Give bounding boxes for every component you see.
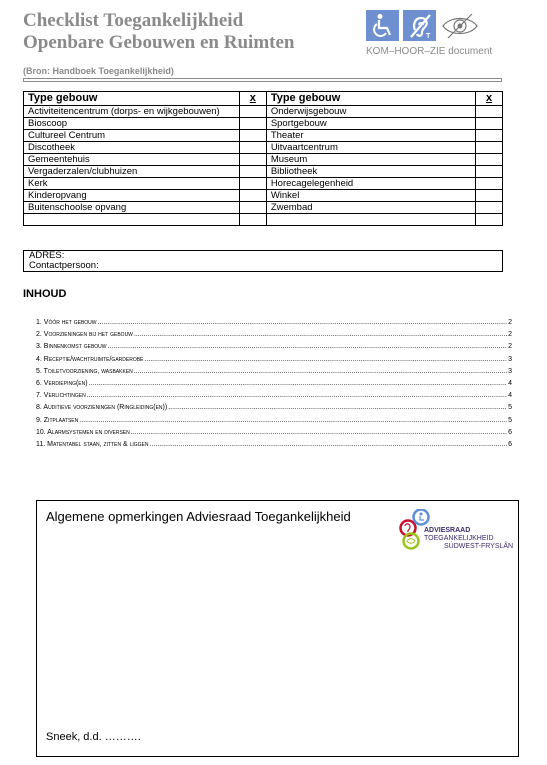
building-type-right: Sportgebouw [266,118,475,130]
title-line-1: Checklist Toegankelijkheid [23,10,244,31]
column-header-check-left: x [239,92,266,106]
column-header-type-left: Type gebouw [24,92,240,106]
checkbox-cell-right[interactable] [476,154,503,166]
checkbox-cell-left[interactable] [239,166,266,178]
toc-leader-dots [131,427,507,439]
table-row [24,154,503,166]
address-box[interactable] [23,250,503,272]
toc-entry[interactable] [36,439,512,451]
checkbox-cell-right[interactable] [476,166,503,178]
building-type-right: Uitvaartcentrum [266,142,475,154]
address-label: ADRES: [29,250,65,261]
kom-hoor-zie-logo [366,10,501,57]
building-type-table [23,91,503,226]
toc-leader-dots [89,378,508,390]
building-type-left: Cultureel Centrum [24,130,240,142]
toc-leader-dots [144,354,507,366]
toc-leader-dots [168,402,507,414]
adviesraad-logo [398,509,513,559]
checkbox-cell-left[interactable] [239,154,266,166]
toc-entry-page: 3 [508,355,512,363]
checkbox-cell-right[interactable] [476,202,503,214]
toc-entry-page: 5 [508,404,512,412]
adviesraad-logo-line-3: SÚDWEST-FRYSLÂN [444,543,514,550]
contents-heading: INHOUD [23,288,67,300]
remarks-title: Algemene opmerkingen Adviesraad Toegankelijkheid [46,509,351,524]
hearing-icon [403,10,436,41]
svg-text:T: T [425,32,430,40]
toc-leader-dots [98,317,508,329]
toc-entry-label: 1. Vóór het gebouw [36,319,97,326]
toc-entry-label: 7. Verlichtingen [36,392,86,400]
toc-entry-page: 3 [508,367,512,375]
eye-icon [440,10,480,41]
column-header-check-right: x [476,92,503,106]
toc-leader-dots [134,366,507,378]
checkbox-cell-right[interactable] [476,130,503,142]
toc-leader-dots [79,415,507,427]
building-type-right: Museum [266,154,475,166]
building-type-right: Theater [266,130,475,142]
building-type-left: Kinderopvang [24,190,240,202]
table-row [24,118,503,130]
toc-leader-dots [108,341,508,353]
adviesraad-logo-line-2: TOEGANKELIJKHEID [424,535,494,542]
logo-caption: KOM–HOOR–ZIE document [366,46,493,57]
checkbox-cell-left[interactable] [239,178,266,190]
toc-entry[interactable] [36,415,512,427]
toc-entry[interactable] [36,378,512,390]
toc-entry-label: 6. Verdieping(en) [36,380,88,388]
toc-entry-page: 2 [508,343,512,351]
toc-leader-dots [134,329,507,341]
toc-entry-page: 2 [508,331,512,339]
building-type-left: Vergaderzalen/clubhuizen [24,166,240,178]
checkbox-cell-left[interactable] [239,214,266,226]
wheelchair-icon [366,10,399,41]
source-note: (Bron: Handboek Toegankelijkheid) [23,66,174,76]
toc-entry-label: 4. Receptie/wachtruimte/garderobe [36,355,144,363]
toc-entry[interactable] [36,427,512,439]
toc-entry-page: 6 [508,428,512,436]
building-type-right: Zwembad [266,202,475,214]
building-type-left: Bioscoop [24,118,240,130]
toc-entry-label: 8. Auditieve voorzieningen (Ringleiding(en)) [36,404,168,412]
building-type-left [24,214,240,226]
checkbox-cell-left[interactable] [239,202,266,214]
table-header-row [24,92,503,106]
checkbox-cell-right[interactable] [476,190,503,202]
table-row [24,130,503,142]
checkbox-cell-right[interactable] [476,178,503,190]
toc-entry[interactable] [36,317,512,329]
toc-entry[interactable] [36,390,512,402]
toc-entry[interactable] [36,402,512,414]
remarks-box[interactable] [36,500,519,757]
table-row [24,178,503,190]
table-row [24,214,503,226]
remarks-footer-date: Sneek, d.d. ………. [46,731,141,743]
header-divider [23,78,502,82]
checkbox-cell-right[interactable] [476,106,503,118]
building-type-left: Activiteitencentrum (dorps- en wijkgebouwen) [24,106,240,118]
toc-entry[interactable] [36,366,512,378]
contact-person-label: Contactpersoon: [29,260,99,271]
column-header-type-right: Type gebouw [266,92,475,106]
checkbox-cell-left[interactable] [239,190,266,202]
table-row [24,202,503,214]
checkbox-cell-right[interactable] [476,142,503,154]
building-type-right: Horecagelegenheid [266,178,475,190]
toc-entry-page: 5 [508,416,512,424]
building-type-right: Winkel [266,190,475,202]
checkbox-cell-left[interactable] [239,130,266,142]
toc-entry[interactable] [36,354,512,366]
toc-entry-page: 4 [508,392,512,400]
toc-entry-label: 11. Matentabel staan, zitten & liggen [36,441,149,449]
building-type-left: Buitenschoolse opvang [24,202,240,214]
toc-entry[interactable] [36,329,512,341]
building-type-left: Discotheek [24,142,240,154]
table-row [24,142,503,154]
toc-leader-dots [150,439,508,451]
checkbox-cell-left[interactable] [239,118,266,130]
toc-entry-label: 9. Zitplaatsen [36,416,79,424]
checkbox-cell-left[interactable] [239,106,266,118]
toc-leader-dots [87,390,507,402]
adviesraad-logo-text [424,527,513,551]
toc-entry-label: 10. Alarmsystemen en diversen [36,428,130,436]
building-type-right: Bibliotheek [266,166,475,178]
checkbox-cell-right[interactable] [476,214,503,226]
table-row [24,106,503,118]
table-row [24,190,503,202]
checkbox-cell-right[interactable] [476,118,503,130]
toc-entry-label: 5. Toiletvoorziening, wasbakken [36,367,133,375]
toc-entry-label: 3. Binnenkomst gebouw [36,343,107,351]
table-of-contents [36,317,512,451]
checkbox-cell-left[interactable] [239,142,266,154]
toc-entry-label: 2. Voorzieningen bij het gebouw [36,331,133,339]
building-type-left: Kerk [24,178,240,190]
toc-entry-page: 2 [508,319,512,326]
building-type-right: Onderwijsgebouw [266,106,475,118]
toc-entry-page: 4 [508,380,512,388]
toc-entry-page: 6 [508,441,512,449]
building-type-left: Gemeentehuis [24,154,240,166]
title-line-2: Openbare Gebouwen en Ruimten [23,32,295,53]
toc-entry[interactable] [36,341,512,353]
table-row [24,166,503,178]
adviesraad-logo-line-1: ADVIESRAAD [424,527,471,534]
building-type-right [266,214,475,226]
document-title [23,10,294,54]
